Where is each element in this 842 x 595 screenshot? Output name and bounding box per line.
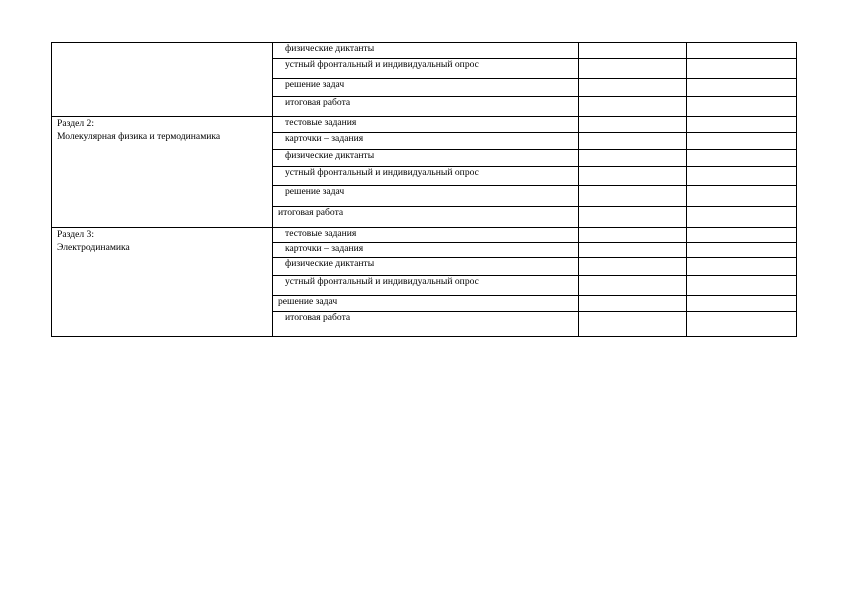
empty-cell bbox=[579, 133, 687, 150]
empty-cell bbox=[579, 296, 687, 312]
assessment-form-cell: карточки – задания bbox=[273, 133, 579, 150]
assessment-form-cell: решение задач bbox=[273, 79, 579, 97]
assessment-forms-table bbox=[51, 42, 797, 337]
assessment-form-cell: физические диктанты bbox=[273, 258, 579, 276]
assessment-form-cell: карточки – задания bbox=[273, 243, 579, 258]
table-row bbox=[52, 117, 797, 133]
section-cell bbox=[52, 117, 273, 228]
empty-cell bbox=[687, 97, 797, 117]
empty-cell bbox=[579, 276, 687, 296]
empty-cell bbox=[687, 207, 797, 228]
empty-cell bbox=[579, 228, 687, 243]
empty-cell bbox=[579, 186, 687, 207]
section-subtitle bbox=[52, 45, 272, 47]
empty-cell bbox=[579, 207, 687, 228]
empty-cell bbox=[687, 43, 797, 59]
empty-cell bbox=[687, 117, 797, 133]
table-row bbox=[52, 43, 797, 59]
assessment-form-cell: физические диктанты bbox=[273, 43, 579, 59]
empty-cell bbox=[579, 79, 687, 97]
empty-cell bbox=[579, 258, 687, 276]
section-subtitle: Электродинамика bbox=[57, 241, 130, 253]
empty-cell bbox=[687, 59, 797, 79]
section-cell bbox=[52, 43, 273, 117]
empty-cell bbox=[687, 243, 797, 258]
assessment-form-cell: устный фронтальный и индивидуальный опрос bbox=[273, 59, 579, 79]
empty-cell bbox=[579, 117, 687, 133]
table-row bbox=[52, 228, 797, 243]
empty-cell bbox=[687, 312, 797, 337]
section-title: Раздел 3: bbox=[57, 229, 94, 240]
empty-cell bbox=[579, 312, 687, 337]
empty-cell bbox=[687, 296, 797, 312]
assessment-form-cell: физические диктанты bbox=[273, 150, 579, 167]
empty-cell bbox=[687, 186, 797, 207]
assessment-form-cell: итоговая работа bbox=[273, 207, 579, 228]
assessment-form-cell: итоговая работа bbox=[273, 97, 579, 117]
section-title: Раздел 2: bbox=[57, 118, 94, 129]
empty-cell bbox=[687, 133, 797, 150]
assessment-form-cell: решение задач bbox=[273, 296, 579, 312]
assessment-form-cell: тестовые задания bbox=[273, 117, 579, 133]
assessment-form-cell: итоговая работа bbox=[273, 312, 579, 337]
section-cell bbox=[52, 228, 273, 337]
empty-cell bbox=[687, 167, 797, 186]
empty-cell bbox=[579, 59, 687, 79]
section-subtitle: Молекулярная физика и термодинамика bbox=[57, 130, 221, 142]
empty-cell bbox=[579, 243, 687, 258]
empty-cell bbox=[687, 276, 797, 296]
empty-cell bbox=[687, 79, 797, 97]
assessment-form-cell: устный фронтальный и индивидуальный опрос bbox=[273, 276, 579, 296]
empty-cell bbox=[579, 150, 687, 167]
empty-cell bbox=[579, 167, 687, 186]
empty-cell bbox=[687, 258, 797, 276]
assessment-form-cell: устный фронтальный и индивидуальный опрос bbox=[273, 167, 579, 186]
empty-cell bbox=[579, 97, 687, 117]
assessment-form-cell: решение задач bbox=[273, 186, 579, 207]
assessment-form-cell: тестовые задания bbox=[273, 228, 579, 243]
empty-cell bbox=[579, 43, 687, 59]
empty-cell bbox=[687, 228, 797, 243]
empty-cell bbox=[687, 150, 797, 167]
